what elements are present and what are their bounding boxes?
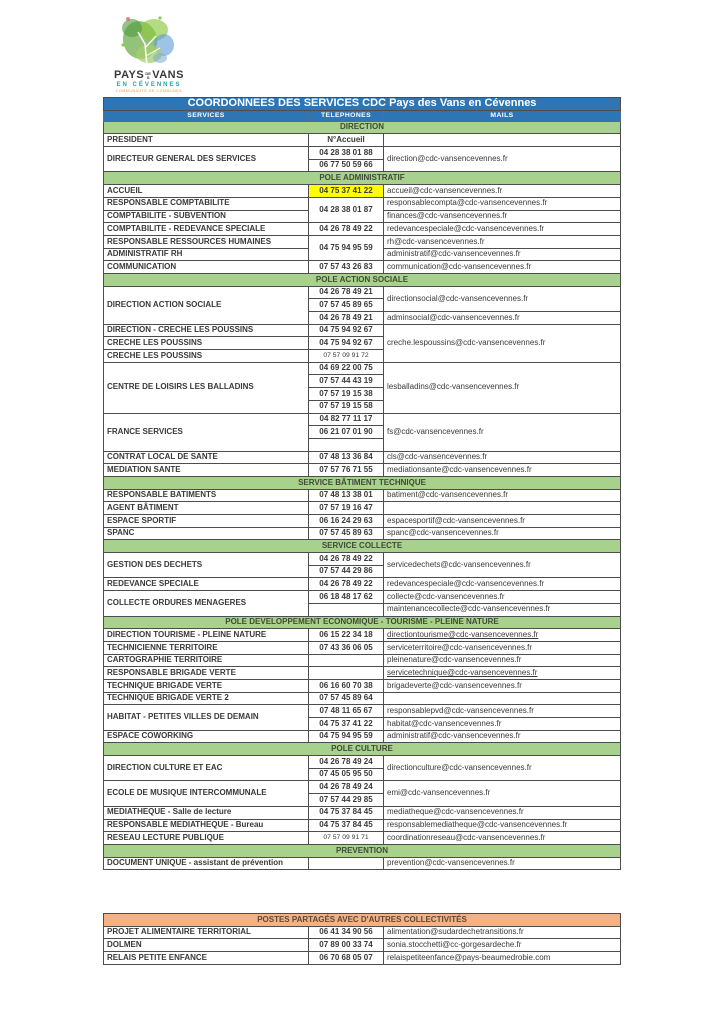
email-cell: spanc@cdc-vansencevennes.fr — [384, 527, 621, 540]
table-row — [104, 185, 621, 198]
service-cell: CARTOGRAPHIE TERRITOIRE — [104, 654, 309, 667]
service-cell: ESPACE SPORTIF — [104, 515, 309, 528]
phone-cell: 07 57 76 71 55 — [309, 464, 384, 477]
email-cell: habitat@cdc-vansencevennes.fr — [384, 718, 621, 731]
phone-cell: 04 75 37 84 45 — [309, 819, 384, 832]
shared-table-title: POSTES PARTAGÉS AVEC D'AUTRES COLLECTIVITÉS — [104, 914, 621, 927]
phone-cell: 04 75 94 92 67 — [309, 337, 384, 350]
section-header-pole-developpement-economique-tourisme-pleine-nature: POLE DEVELOPPEMENT ECONOMIQUE - TOURISME - PLEINE NATURE — [104, 616, 621, 629]
email-cell: collecte@cdc-vansencevennes.fr — [384, 591, 621, 604]
email-cell: lesballadins@cdc-vansencevennes.fr — [384, 362, 621, 413]
email-cell: finances@cdc-vansencevennes.fr — [384, 210, 621, 223]
email-cell[interactable]: servicetechnique@cdc-vansencevennes.fr — [384, 667, 621, 680]
table-row — [104, 756, 621, 769]
phone-cell: 04 26 78 49 24 — [309, 781, 384, 794]
section-header-pole-administratif: POLE ADMINISTRATIF — [104, 172, 621, 185]
email-cell: accueil@cdc-vansencevennes.fr — [384, 185, 621, 198]
phone-cell: 07 57 45 89 65 — [309, 299, 384, 312]
table-row — [104, 641, 621, 654]
phone-cell: 07 48 13 36 84 — [309, 451, 384, 464]
table-title: COORDONNEES DES SERVICES CDC Pays des Vans en Cévennes — [104, 98, 621, 111]
email-cell — [384, 502, 621, 515]
email-cell: relaispetiteenfance@pays-beaumedrobie.com — [384, 952, 621, 965]
email-cell: directionsocial@cdc-vansencevennes.fr — [384, 286, 621, 311]
table-row — [104, 286, 621, 299]
phone-cell: 04 26 78 49 22 — [309, 553, 384, 566]
table-row — [104, 324, 621, 337]
phone-cell — [309, 438, 384, 451]
table-row — [104, 515, 621, 528]
col-header-mails: MAILS — [384, 110, 621, 121]
section-row — [104, 540, 621, 553]
phone-cell: 04 69 22 00 75 — [309, 362, 384, 375]
section-row — [104, 616, 621, 629]
phone-cell: 04 75 94 95 59 — [309, 730, 384, 743]
phone-cell: 07 57 19 15 38 — [309, 388, 384, 401]
email-cell: redevancespeciale@cdc-vansencevennes.fr — [384, 223, 621, 236]
email-cell: rh@cdc-vansencevennes.fr — [384, 235, 621, 248]
phone-cell: 06 16 60 70 38 — [309, 679, 384, 692]
phone-cell: 04 26 78 49 21 — [309, 286, 384, 299]
email-cell: cls@cdc-vansencevennes.fr — [384, 451, 621, 464]
service-cell: ADMINISTRATIF RH — [104, 248, 309, 261]
email-cell: serviceterritoire@cdc-vansencevennes.fr — [384, 641, 621, 654]
service-cell: DIRECTION - CRECHE LES POUSSINS — [104, 324, 309, 337]
phone-cell: 04 75 37 41 22 — [309, 185, 384, 198]
col-header-services: SERVICES — [104, 110, 309, 121]
email-cell: direction@cdc-vansencevennes.fr — [384, 147, 621, 172]
phone-cell: 04 75 94 92 67 — [309, 324, 384, 337]
section-row — [104, 273, 621, 286]
table-row — [104, 629, 621, 642]
service-cell: COLLECTE ORDURES MENAGERES — [104, 591, 309, 616]
pays-des-vans-logo — [106, 14, 192, 93]
section-header-service-collecte: SERVICE COLLECTE — [104, 540, 621, 553]
phone-cell: 04 82 77 11 17 — [309, 413, 384, 426]
phone-cell: 07 57 43 26 83 — [309, 261, 384, 274]
service-cell: RESPONSABLE BATIMENTS — [104, 489, 309, 502]
table-row — [104, 806, 621, 819]
logo-subtitle: EN CÉVENNES — [116, 82, 182, 88]
section-header-direction: DIRECTION — [104, 121, 621, 134]
phone-cell: 07 57 19 16 47 — [309, 502, 384, 515]
phone-cell: 07 57 44 29 85 — [309, 794, 384, 807]
email-cell: mediationsante@cdc-vansencevennes.fr — [384, 464, 621, 477]
phone-cell — [309, 667, 384, 680]
table-row — [104, 857, 621, 870]
phone-cell: 07 57 44 43 19 — [309, 375, 384, 388]
email-cell: batiment@cdc-vansencevennes.fr — [384, 489, 621, 502]
table-row — [104, 261, 621, 274]
table-row — [104, 578, 621, 591]
phone-cell: 04 75 37 84 45 — [309, 806, 384, 819]
logo-word-des: DES — [145, 71, 151, 80]
table-row — [104, 147, 621, 160]
email-cell: communication@cdc-vansencevennes.fr — [384, 261, 621, 274]
phone-cell: 06 15 22 34 18 — [309, 629, 384, 642]
email-cell: brigadeverte@cdc-vansencevennes.fr — [384, 679, 621, 692]
email-cell: administratif@cdc-vansencevennes.fr — [384, 730, 621, 743]
service-cell: TECHNIQUE BRIGADE VERTE — [104, 679, 309, 692]
service-cell: FRANCE SERVICES — [104, 413, 309, 451]
phone-cell: 04 26 78 49 21 — [309, 312, 384, 325]
phone-cell — [309, 857, 384, 870]
email-cell — [384, 134, 621, 147]
table-row — [104, 527, 621, 540]
phone-cell: 04 28 38 01 87 — [309, 197, 384, 222]
table-row — [104, 781, 621, 794]
table-row — [104, 235, 621, 248]
service-cell: RESPONSABLE BRIGADE VERTE — [104, 667, 309, 680]
table-row — [104, 926, 621, 939]
service-cell: RELAIS PETITE ENFANCE — [104, 952, 309, 965]
phone-cell: 04 26 78 49 22 — [309, 223, 384, 236]
service-cell: ESPACE COWORKING — [104, 730, 309, 743]
service-cell: DOLMEN — [104, 939, 309, 952]
phone-cell: 04 26 78 49 24 — [309, 756, 384, 769]
email-cell: directionculture@cdc-vansencevennes.fr — [384, 756, 621, 781]
service-cell: PROJET ALIMENTAIRE TERRITORIAL — [104, 926, 309, 939]
table-row — [104, 413, 621, 426]
shared-posts-table — [103, 913, 621, 965]
email-cell: alimentation@sudardechetransitions.fr — [384, 926, 621, 939]
table-row — [104, 705, 621, 718]
service-cell: HABITAT - PETITES VILLES DE DEMAIN — [104, 705, 309, 730]
section-header-prevention: PREVENTION — [104, 844, 621, 857]
phone-cell: 06 18 48 17 62 — [309, 591, 384, 604]
service-cell: RESPONSABLE MEDIATHEQUE - Bureau — [104, 819, 309, 832]
table-row — [104, 654, 621, 667]
phone-cell: 07 57 19 15 58 — [309, 400, 384, 413]
table-row — [104, 502, 621, 515]
email-cell: pleinenature@cdc-vansencevennes.fr — [384, 654, 621, 667]
table-row — [104, 679, 621, 692]
phone-cell: 04 75 94 95 59 — [309, 235, 384, 260]
table-row — [104, 952, 621, 965]
phone-cell: 06 21 07 01 90 — [309, 426, 384, 439]
phone-cell: 07 48 13 38 01 — [309, 489, 384, 502]
phone-cell: 07 57 45 89 64 — [309, 692, 384, 705]
section-row — [104, 743, 621, 756]
service-cell: CENTRE DE LOISIRS LES BALLADINS — [104, 362, 309, 413]
section-row — [104, 172, 621, 185]
service-cell: AGENT BÂTIMENT — [104, 502, 309, 515]
email-cell: responsablemediatheque@cdc-vansencevennes.fr — [384, 819, 621, 832]
phone-cell: 04 28 38 01 88 — [309, 147, 384, 160]
service-cell: DIRECTION ACTION SOCIALE — [104, 286, 309, 324]
service-cell: CRECHE LES POUSSINS — [104, 337, 309, 350]
logo-tagline: COMMUNAUTÉ DE COMMUNES — [115, 89, 183, 93]
table-row — [104, 832, 621, 845]
logo-title — [106, 70, 192, 81]
email-cell: responsablecompta@cdc-vansencevennes.fr — [384, 197, 621, 210]
service-cell: RESPONSABLE COMPTABILITE — [104, 197, 309, 210]
phone-cell: N°Accueil — [309, 134, 384, 147]
service-cell: PRESIDENT — [104, 134, 309, 147]
table-row — [104, 464, 621, 477]
table-row — [104, 451, 621, 464]
service-cell: COMPTABILITE - SUBVENTION — [104, 210, 309, 223]
service-cell: GESTION DES DECHETS — [104, 553, 309, 578]
email-cell — [384, 692, 621, 705]
logo-word-pays: PAYS — [114, 69, 145, 81]
table-row — [104, 362, 621, 375]
email-cell: sonia.stocchetti@cc-gorgesardeche.fr — [384, 939, 621, 952]
phone-cell: 04 75 37 41 22 — [309, 718, 384, 731]
service-cell: DOCUMENT UNIQUE - assistant de prévention — [104, 857, 309, 870]
service-cell: CONTRAT LOCAL DE SANTE — [104, 451, 309, 464]
column-header-row — [104, 110, 621, 121]
phone-cell: 06 41 34 90 56 — [309, 926, 384, 939]
phone-cell: 07 45 05 95 50 — [309, 768, 384, 781]
table-row — [104, 553, 621, 566]
watercolor-tree-icon — [106, 14, 192, 70]
service-cell: COMPTABILITE - REDEVANCE SPECIALE — [104, 223, 309, 236]
phone-cell — [309, 654, 384, 667]
service-cell: ECOLE DE MUSIQUE INTERCOMMUNALE — [104, 781, 309, 806]
service-cell: COMMUNICATION — [104, 261, 309, 274]
email-cell: responsablepvd@cdc-vansencevennes.fr — [384, 705, 621, 718]
phone-cell: 07 57 09 91 72 — [309, 350, 384, 363]
table-title-row — [104, 98, 621, 111]
section-row — [104, 476, 621, 489]
phone-cell — [309, 603, 384, 616]
section-header-service-b-timent-technique: SERVICE BÂTIMENT TECHNIQUE — [104, 476, 621, 489]
phone-cell: 06 16 24 29 63 — [309, 515, 384, 528]
table-row — [104, 667, 621, 680]
phone-cell: 07 57 09 91 71 — [309, 832, 384, 845]
section-header-pole-culture: POLE CULTURE — [104, 743, 621, 756]
service-cell: RESPONSABLE RESSOURCES HUMAINES — [104, 235, 309, 248]
table-row — [104, 591, 621, 604]
table-row — [104, 489, 621, 502]
email-cell: administratif@cdc-vansencevennes.fr — [384, 248, 621, 261]
service-cell: TECHNIQUE BRIGADE VERTE 2 — [104, 692, 309, 705]
email-cell: servicedechets@cdc-vansencevennes.fr — [384, 553, 621, 578]
email-cell[interactable]: directiontourisme@cdc-vansencevennes.fr — [384, 629, 621, 642]
table-row — [104, 939, 621, 952]
email-cell: maintenancecollecte@cdc-vansencevennes.fr — [384, 603, 621, 616]
service-cell: DIRECTION TOURISME - PLEINE NATURE — [104, 629, 309, 642]
shared-title-row — [104, 914, 621, 927]
table-row — [104, 197, 621, 210]
service-cell: RESEAU LECTURE PUBLIQUE — [104, 832, 309, 845]
phone-cell: 07 89 00 33 74 — [309, 939, 384, 952]
services-directory-table — [103, 97, 621, 870]
phone-cell: 04 26 78 49 22 — [309, 578, 384, 591]
table-row — [104, 692, 621, 705]
service-cell: DIRECTEUR GENERAL DES SERVICES — [104, 147, 309, 172]
col-header-telephones: TELEPHONES — [309, 110, 384, 121]
service-cell: ACCUEIL — [104, 185, 309, 198]
table-row — [104, 730, 621, 743]
section-header-pole-action-sociale: POLE ACTION SOCIALE — [104, 273, 621, 286]
email-cell: coordinationreseau@cdc-vansencevennes.fr — [384, 832, 621, 845]
email-cell: espacesportif@cdc-vansencevennes.fr — [384, 515, 621, 528]
phone-cell: 07 57 44 29 86 — [309, 565, 384, 578]
phone-cell: 06 70 68 05 07 — [309, 952, 384, 965]
service-cell: SPANC — [104, 527, 309, 540]
service-cell: REDEVANCE SPECIALE — [104, 578, 309, 591]
phone-cell: 07 57 45 89 63 — [309, 527, 384, 540]
email-cell: prevention@cdc-vansencevennes.fr — [384, 857, 621, 870]
email-cell: fs@cdc-vansencevennes.fr — [384, 413, 621, 451]
email-cell: creche.lespoussins@cdc-vansencevennes.fr — [384, 324, 621, 362]
logo-word-vans: VANS — [152, 69, 184, 81]
table-row — [104, 819, 621, 832]
service-cell: DIRECTION CULTURE ET EAC — [104, 756, 309, 781]
service-cell: CRECHE LES POUSSINS — [104, 350, 309, 363]
email-cell: adminsocial@cdc-vansencevennes.fr — [384, 312, 621, 325]
service-cell: TECHNICIENNE TERRITOIRE — [104, 641, 309, 654]
section-row — [104, 844, 621, 857]
email-cell: mediatheque@cdc-vansencevennes.fr — [384, 806, 621, 819]
service-cell: MEDIATION SANTE — [104, 464, 309, 477]
email-cell: redevancespeciale@cdc-vansencevennes.fr — [384, 578, 621, 591]
phone-cell: 06 77 50 59 66 — [309, 159, 384, 172]
service-cell: MEDIATHEQUE - Salle de lecture — [104, 806, 309, 819]
email-cell: emi@cdc-vansencevennes.fr — [384, 781, 621, 806]
table-row — [104, 134, 621, 147]
phone-cell: 07 43 36 06 05 — [309, 641, 384, 654]
phone-cell: 07 48 11 65 67 — [309, 705, 384, 718]
section-row — [104, 121, 621, 134]
table-row — [104, 223, 621, 236]
